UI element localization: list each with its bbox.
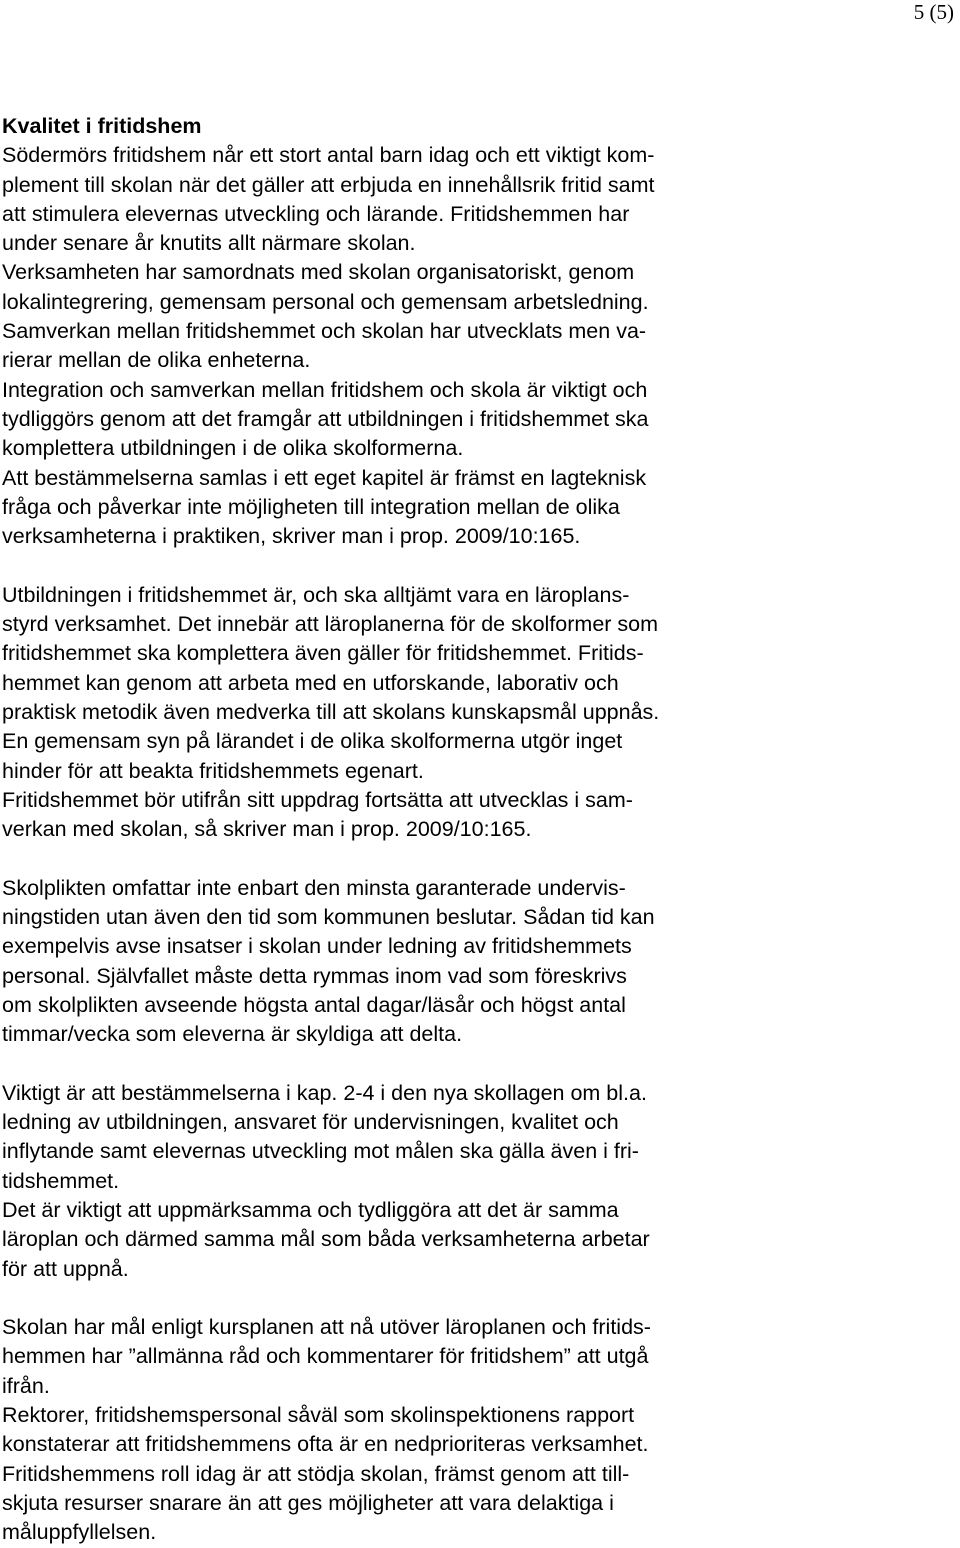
page-number: 5 (5) <box>913 0 954 24</box>
paragraph-gap <box>2 1284 952 1313</box>
text-line: ledning av utbildningen, ansvaret för undervisningen, kvalitet och <box>2 1110 619 1135</box>
text-line: verkan med skolan, så skriver man i prop. 2009/10:165. <box>2 817 532 842</box>
paragraph-gap <box>2 1050 952 1079</box>
text-line: Södermörs fritidshem når ett stort antal barn idag och ett viktigt kom- <box>2 143 655 168</box>
text-line: praktisk metodik även medverka till att skolans kunskapsmål uppnås. <box>2 699 660 724</box>
text-line: Att bestämmelserna samlas i ett eget kapitel är främst en lagteknisk <box>2 465 647 490</box>
text-line: för att uppnå. <box>2 1256 129 1281</box>
paragraph-blocks <box>2 141 952 1547</box>
text-line: plement till skolan när det gäller att erbjuda en innehållsrik fritid samt <box>2 172 655 197</box>
paragraph <box>2 1079 952 1284</box>
text-line: Utbildningen i fritidshemmet är, och ska alltjämt vara en läroplans- <box>2 582 630 607</box>
text-line: Skolplikten omfattar inte enbart den minsta garanterade undervis- <box>2 875 626 900</box>
text-line: Integration och samverkan mellan fritidshem och skola är viktigt och <box>2 377 648 402</box>
text-line: verksamheterna i praktiken, skriver man i prop. 2009/10:165. <box>2 524 581 549</box>
text-line: under senare år knutits allt närmare skolan. <box>2 231 416 256</box>
text-line: hinder för att beakta fritidshemmets egenart. <box>2 758 424 783</box>
text-line: personal. Självfallet måste detta rymmas inom vad som föreskrivs <box>2 963 627 988</box>
paragraph <box>2 141 952 551</box>
section-heading: Kvalitet i fritidshem <box>2 114 202 138</box>
paragraph-gap <box>2 551 952 580</box>
text-line: om skolplikten avseende högsta antal dagar/läsår och högst antal <box>2 992 626 1017</box>
text-line: konstaterar att fritidshemmens ofta är en nedprioriteras verksamhet. <box>2 1432 649 1457</box>
document-body <box>2 112 952 1548</box>
text-line: Det är viktigt att uppmärksamma och tydliggöra att det är samma <box>2 1197 619 1222</box>
paragraph <box>2 581 952 845</box>
text-line: tydliggörs genom att det framgår att utbildningen i fritidshemmet ska <box>2 406 649 431</box>
text-line: ningstiden utan även den tid som kommunen beslutar. Sådan tid kan <box>2 905 655 930</box>
text-line: inflytande samt elevernas utveckling mot målen ska gälla även i fri- <box>2 1139 639 1164</box>
text-line: tidshemmet. <box>2 1168 120 1193</box>
text-line: Rektorer, fritidshemspersonal såväl som skolinspektionens rapport <box>2 1403 635 1428</box>
text-line: komplettera utbildningen i de olika skolformerna. <box>2 436 464 461</box>
text-line: exempelvis avse insatser i skolan under ledning av fritidshemmets <box>2 934 632 959</box>
text-line: ifrån. <box>2 1373 50 1398</box>
paragraph-gap <box>2 844 952 873</box>
paragraph <box>2 874 952 1050</box>
text-line: En gemensam syn på lärandet i de olika skolformerna utgör inget <box>2 729 623 754</box>
text-line: rierar mellan de olika enheterna. <box>2 348 311 373</box>
text-line: lokalintegrering, gemensam personal och gemensam arbetsledning. <box>2 289 649 314</box>
text-line: Skolan har mål enligt kursplanen att nå utöver läroplanen och fritids- <box>2 1315 651 1340</box>
text-line: läroplan och därmed samma mål som båda verksamheterna arbetar <box>2 1227 650 1252</box>
text-line: att stimulera elevernas utveckling och lärande. Fritidshemmen har <box>2 201 630 226</box>
text-line: hemmet kan genom att arbeta med en utforskande, laborativ och <box>2 670 619 695</box>
text-line: Viktigt är att bestämmelserna i kap. 2-4 i den nya skollagen om bl.a. <box>2 1080 647 1105</box>
text-line: Verksamheten har samordnats med skolan organisatoriskt, genom <box>2 260 635 285</box>
text-line: skjuta resurser snarare än att ges möjligheter att vara delaktiga i <box>2 1490 614 1515</box>
text-line: fritidshemmet ska komplettera även gäller för fritidshemmet. Fritids- <box>2 641 644 666</box>
text-line: timmar/vecka som eleverna är skyldiga att delta. <box>2 1022 463 1047</box>
text-line: måluppfyllelsen. <box>2 1520 157 1545</box>
text-line: Samverkan mellan fritidshemmet och skolan har utvecklats men va- <box>2 319 647 344</box>
text-line: Fritidshemmet bör utifrån sitt uppdrag fortsätta att utvecklas i sam- <box>2 787 633 812</box>
text-line: fråga och påverkar inte möjligheten till integration mellan de olika <box>2 494 620 519</box>
text-line: styrd verksamhet. Det innebär att läroplanerna för de skolformer som <box>2 612 659 637</box>
text-line: hemmen har ”allmänna råd och kommentarer för fritidshem” att utgå <box>2 1344 649 1369</box>
text-line: Fritidshemmens roll idag är att stödja skolan, främst genom att till- <box>2 1461 630 1486</box>
paragraph <box>2 1313 952 1547</box>
